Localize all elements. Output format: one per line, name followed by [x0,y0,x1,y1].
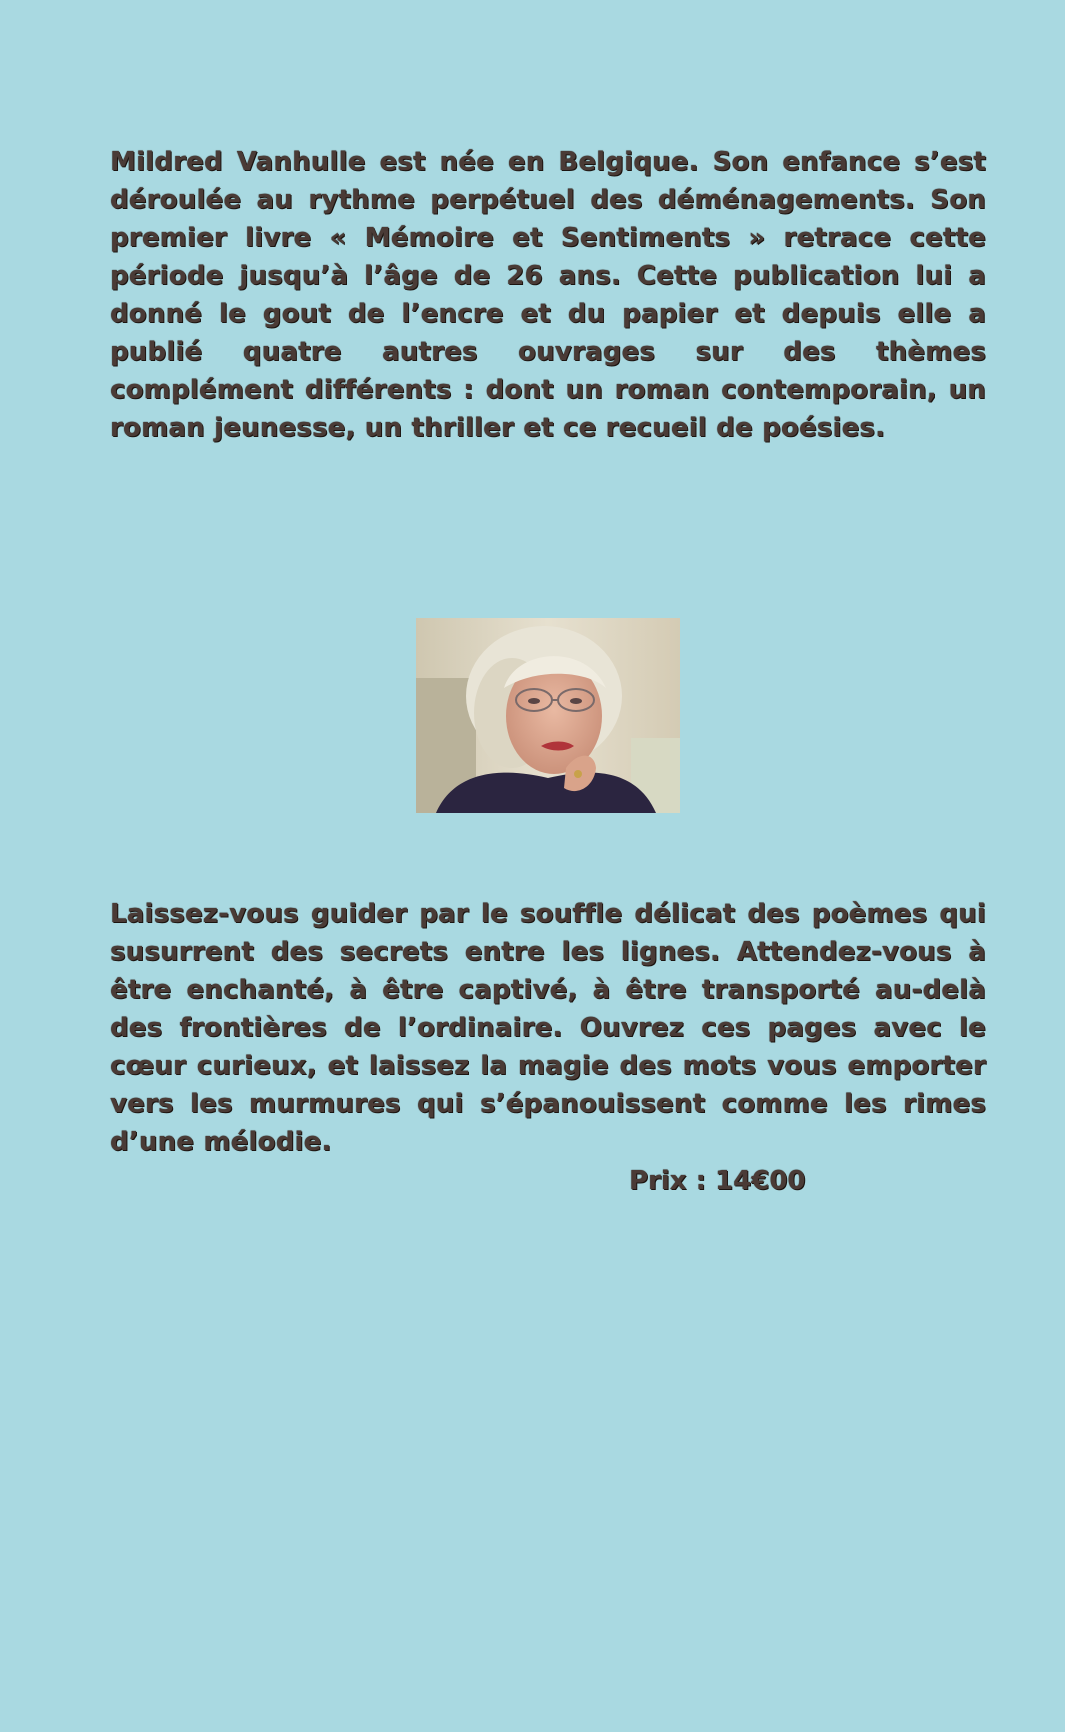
book-blurb: Laissez-vous guider par le souffle délicat des poèmes qui susurrent des secrets entre les lignes. Attendez-vous à être enchanté, à être captivé, à être transporté au-delà des frontières de l’ordinaire. Ouvrez ces pages avec le cœur curieux, et laissez la magie des mots vous emporter vers les murmures qui s’épanouissent comme les rimes d’une mélodie. [110,899,986,1157]
author-bio: Mildred Vanhulle est née en Belgique. Son enfance s’est déroulée au rythme perpétuel des déménagements. Son premier livre « Mémoire et Sentiments » retrace cette période jusqu’à l’âge de 26 ans. Cette publication lui a donné le gout de l’encre et du papier et depuis elle a publié quatre autres ouvrages sur des thèmes complément différents : dont un roman contemporain, un roman jeunesse, un thriller et ce recueil de poésies. [110,147,986,443]
author-photo [416,618,680,813]
price-label: Prix : 14€00 [629,1166,806,1196]
